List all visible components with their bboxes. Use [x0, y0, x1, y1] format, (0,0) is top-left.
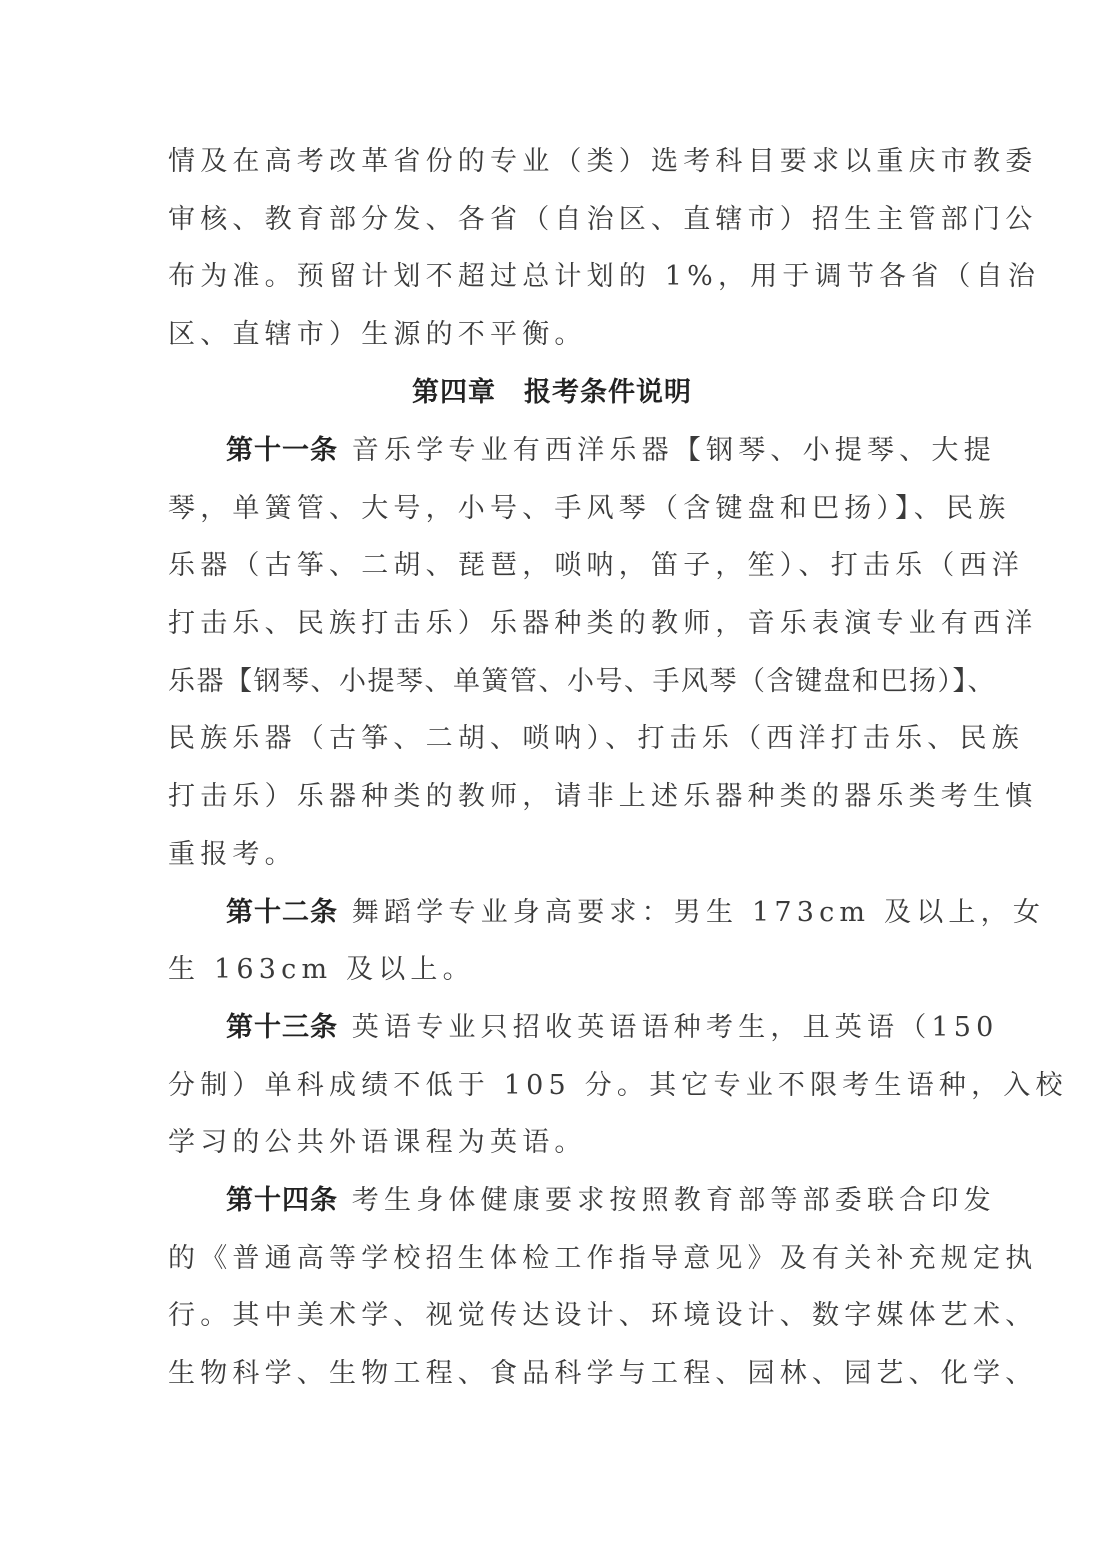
- article-text: 音乐学专业有西洋乐器【钢琴、小提琴、大提: [351, 435, 996, 466]
- article-line: 打击乐）乐器种类的教师，请非上述乐器种类的器乐类考生慎: [168, 781, 1038, 812]
- article-line: 乐器（古筝、二胡、琵琶，唢呐，笛子，笙）、打击乐（西洋: [168, 550, 1024, 581]
- article-text: 舞蹈学专业身高要求：男生 173cm 及以上，女: [351, 897, 1046, 928]
- article-line: 学习的公共外语课程为英语。: [168, 1127, 587, 1158]
- article-line: 分制）单科成绩不低于 105 分。其它专业不限考生语种，入校: [168, 1070, 1068, 1101]
- article-line: 乐器【钢琴、小提琴、单簧管、小号、手风琴（含键盘和巴扬）】、: [168, 666, 996, 697]
- article-label: 第十三条: [226, 1012, 338, 1043]
- article-label: 第十四条: [226, 1185, 338, 1216]
- article-line: 行。其中美术学、视觉传达设计、环境设计、数字媒体艺术、: [168, 1300, 1038, 1331]
- article-label: 第十二条: [226, 897, 338, 928]
- intro-line: 区、直辖市）生源的不平衡。: [168, 319, 587, 350]
- article-line: 生 163cm 及以上。: [168, 954, 475, 985]
- intro-line: 布为准。预留计划不超过总计划的 1%，用于调节各省（自治: [168, 261, 1041, 292]
- article-line: 重报考。: [168, 839, 297, 870]
- article-line: 生物科学、生物工程、食品科学与工程、园林、园艺、化学、: [168, 1358, 1038, 1389]
- article-text: 英语专业只招收英语语种考生，且英语（150: [351, 1012, 999, 1043]
- article-text: 考生身体健康要求按照教育部等部委联合印发: [351, 1185, 996, 1216]
- article-line: 的《普通高等学校招生体检工作指导意见》及有关补充规定执: [168, 1243, 1038, 1274]
- article-label: 第十一条: [226, 435, 338, 466]
- article-11-first-line: [226, 431, 996, 471]
- intro-line: 审核、教育部分发、各省（自治区、直辖市）招生主管部门公: [168, 204, 1038, 235]
- chapter-title: 第四章 报考条件说明: [412, 377, 692, 408]
- article-14-first-line: [226, 1181, 996, 1221]
- intro-line: 情及在高考改革省份的专业（类）选考科目要求以重庆市教委: [168, 146, 1038, 177]
- article-line: 琴，单簧管、大号，小号、手风琴（含键盘和巴扬）】、民族: [168, 493, 1011, 524]
- article-12-first-line: [226, 893, 1045, 933]
- article-13-first-line: [226, 1008, 999, 1048]
- article-line: 打击乐、民族打击乐）乐器种类的教师，音乐表演专业有西洋: [168, 608, 1038, 639]
- article-line: 民族乐器（古筝、二胡、唢呐）、打击乐（西洋打击乐、民族: [168, 723, 1024, 754]
